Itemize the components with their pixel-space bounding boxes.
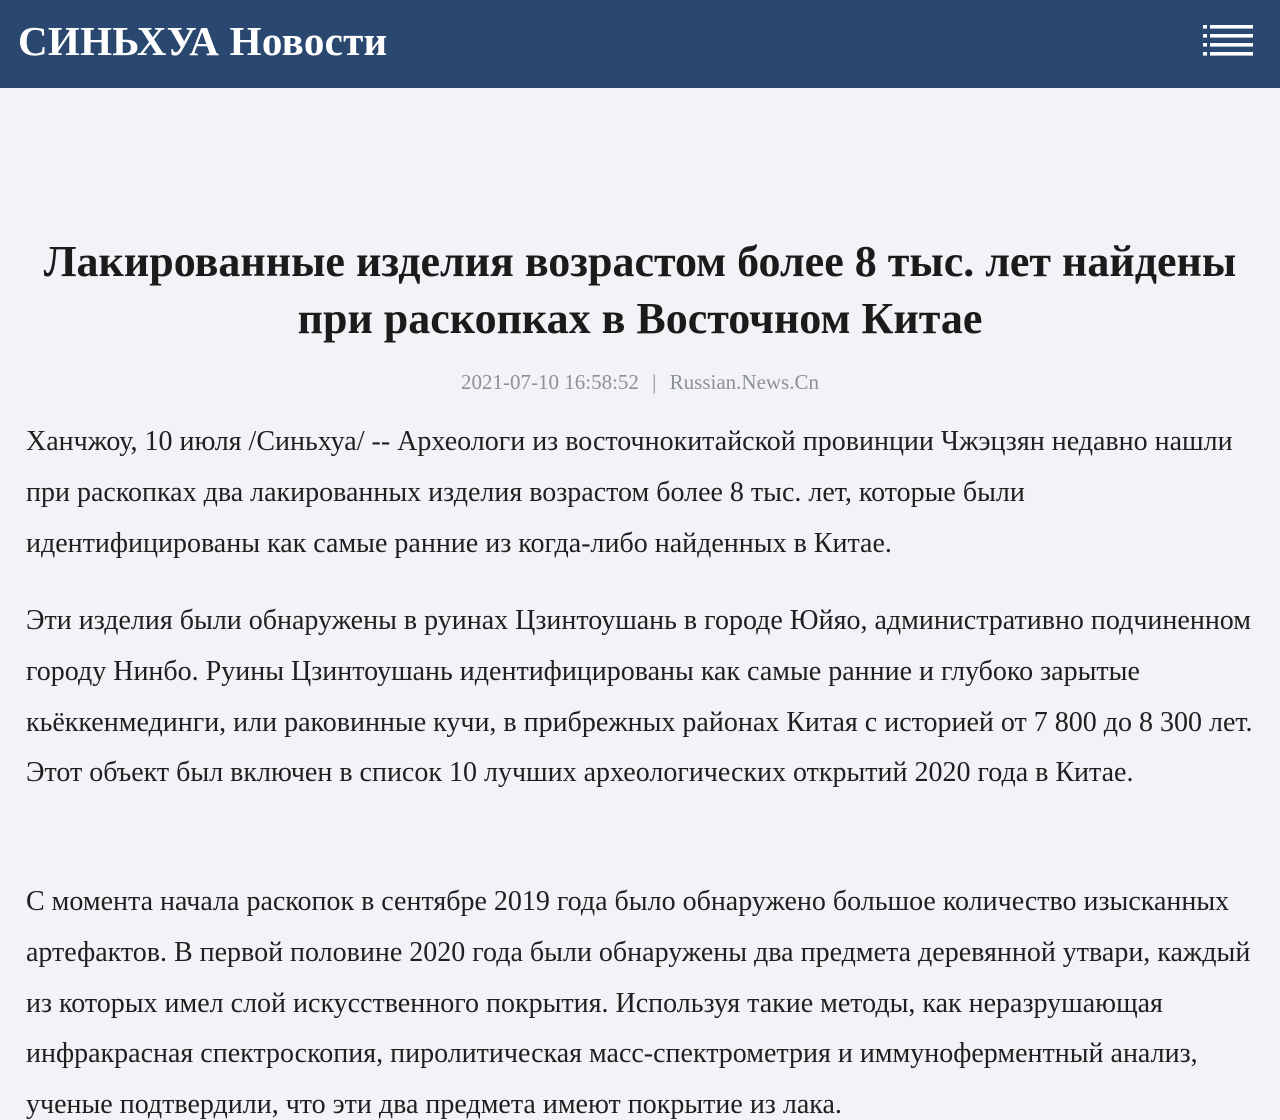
article-source: Russian.News.Cn [669, 370, 819, 394]
site-logo[interactable]: СИНЬХУА Новости [18, 18, 388, 64]
site-header [0, 0, 1280, 88]
article-title: Лакированные изделия возрастом более 8 тыс. лет найдены при раскопках в Восточном Китае [43, 237, 1237, 343]
article-paragraph: Эти изделия были обнаружены в руинах Цзинтоушань в городе Юйяо, административно подчиненном городу Нинбо. Руины Цзинтоушань идентифицированы как самые ранние и глубоко зарытые кьёккенмединги, или раковинные кучи, в прибрежных районах Китая с историей от 7 800 до 8 300 лет. Этот объект был включен в список 10 лучших археологических открытий 2020 года в Китае. [26, 605, 1253, 789]
menu-button[interactable] [1203, 24, 1253, 56]
article-paragraph: С момента начала раскопок в сентябре 2019 года было обнаружено большое количество изысканных артефактов. В первой половине 2020 года были обнаружены два предмета деревянной утвари, каждый из которых имел слой искусственного покрытия. Используя такие методы, как неразрушающая инфракрасная спектроскопия, пиролитическая масс-спектрометрия и иммуноферментный анализ, ученые подтвердили, что эти два предмета имеют покрытие из лака. [26, 886, 1251, 1120]
article-paragraph: Ханчжоу, 10 июля /Синьхуа/ -- Археологи из восточнокитайской провинции Чжэцзян недавно нашли при раскопках два лакированных изделия возрастом более 8 тыс. лет, которые были идентифицированы как самые ранние из когда-либо найденных в Китае. [26, 426, 1233, 559]
article-datetime: 2021-07-10 16:58:52 [461, 370, 639, 394]
hamburger-menu-icon [1203, 24, 1253, 56]
article-meta [0, 369, 1280, 395]
meta-separator: | [652, 370, 657, 394]
